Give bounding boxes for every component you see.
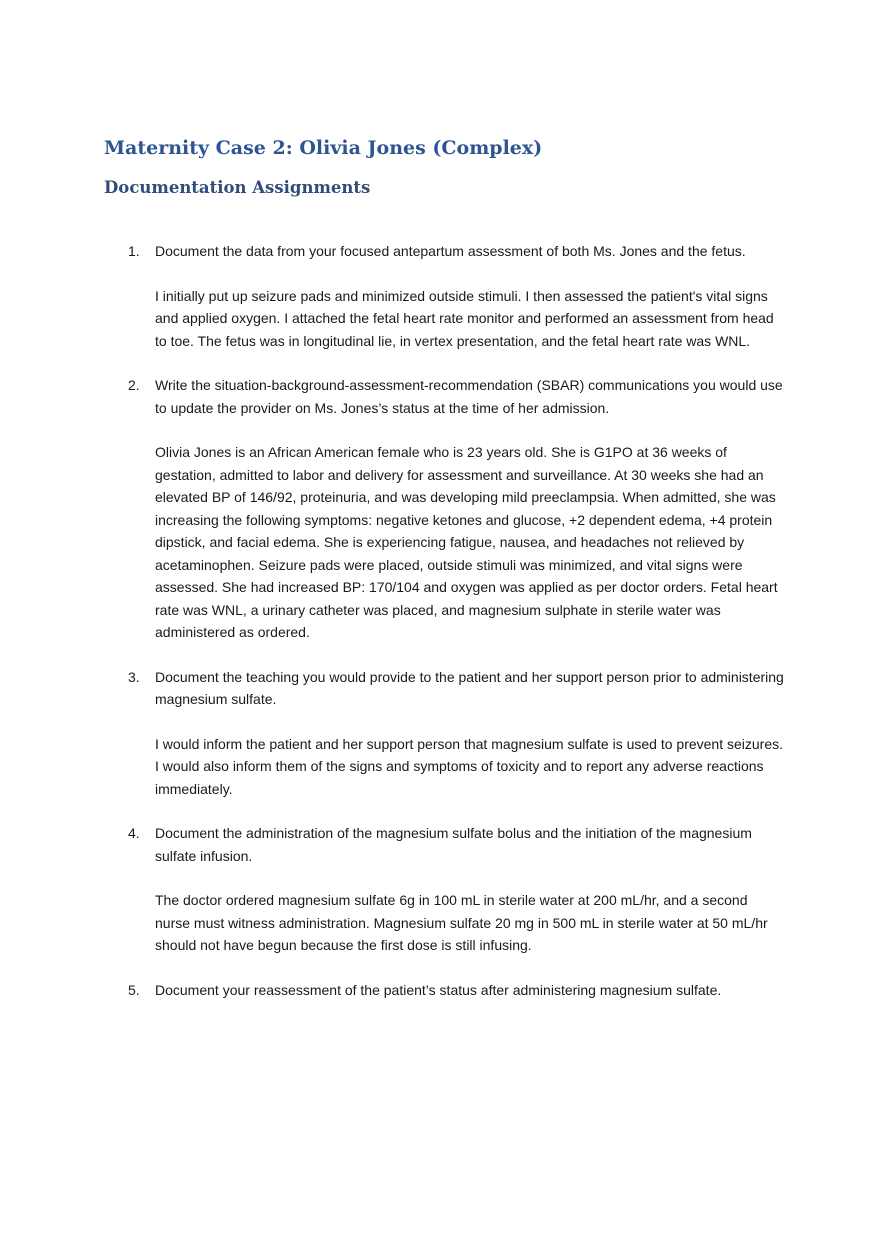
section-heading: Documentation Assignments [104, 178, 371, 197]
item-number: 5. [128, 981, 140, 998]
item-answer: I would inform the patient and her support person that magnesium sulfate is used to prevent seizures. I would also inform them of the signs and symptoms of toxicity and to report any adverse reactions immediately. [155, 735, 784, 797]
item-number: 1. [128, 243, 140, 259]
item-answer: I initially put up seizure pads and minimized outside stimuli. I then assessed the patient's vital signs and applied oxygen. I attached the fetal heart rate monitor and performed an assessment from head to toe. The fetus was in longitudinal lie, in vertex presentation, and the fetal heart rate was WNL. [155, 287, 774, 349]
item-question: Write the situation-background-assessment-recommendation (SBAR) communications you would use to update the provider on Ms. Jones’s status at the time of her admission. [155, 377, 783, 416]
item-answer: The doctor ordered magnesium sulfate 6g in 100 mL in sterile water at 200 mL/hr, and a second nurse must witness administration. Magnesium sulfate 20 mg in 500 mL in sterile water at 50 mL/hr should not have begun because the first dose is still infusing. [155, 892, 768, 953]
item-answer: Olivia Jones is an African American female who is 23 years old. She is G1PO at 36 weeks of gestation, admitted to labor and delivery for assessment and surveillance. At 30 weeks she had an elevated BP of 146/92, proteinuria, and was developing mild preeclampsia. When admitted, she was increasing the following symptoms: negative ketones and glucose, +2 dependent edema, +4 protein dipstick, and facial edema. She is experiencing fatigue, nausea, and headaches not relieved by acetaminophen. Seizure pads were placed, outside stimuli was minimized, and vital signs were assessed. She had increased BP: 170/104 and oxygen was applied as per doctor orders. Fetal heart rate was WNL, a urinary catheter was placed, and magnesium sulphate in sterile water was administered as ordered. [155, 444, 778, 640]
list-item [104, 666, 784, 801]
list-item [104, 374, 784, 644]
item-question: Document the administration of the magnesium sulfate bolus and the initiation of the magnesium sulfate infusion. [155, 825, 752, 864]
list-item [104, 822, 784, 957]
assignment-list [104, 240, 784, 1023]
item-question: Document the teaching you would provide to the patient and her support person prior to administering magnesium sulfate. [155, 668, 784, 707]
list-item [104, 979, 784, 1002]
item-number: 2. [128, 377, 140, 393]
item-number: 3. [128, 668, 140, 685]
item-number: 4. [128, 825, 140, 841]
item-question: Document the data from your focused antepartum assessment of both Ms. Jones and the fetus. [155, 243, 746, 259]
document-title: Maternity Case 2: Olivia Jones (Complex) [104, 137, 543, 159]
list-item [104, 240, 784, 352]
item-question: Document your reassessment of the patient’s status after administering magnesium sulfate. [155, 981, 722, 998]
